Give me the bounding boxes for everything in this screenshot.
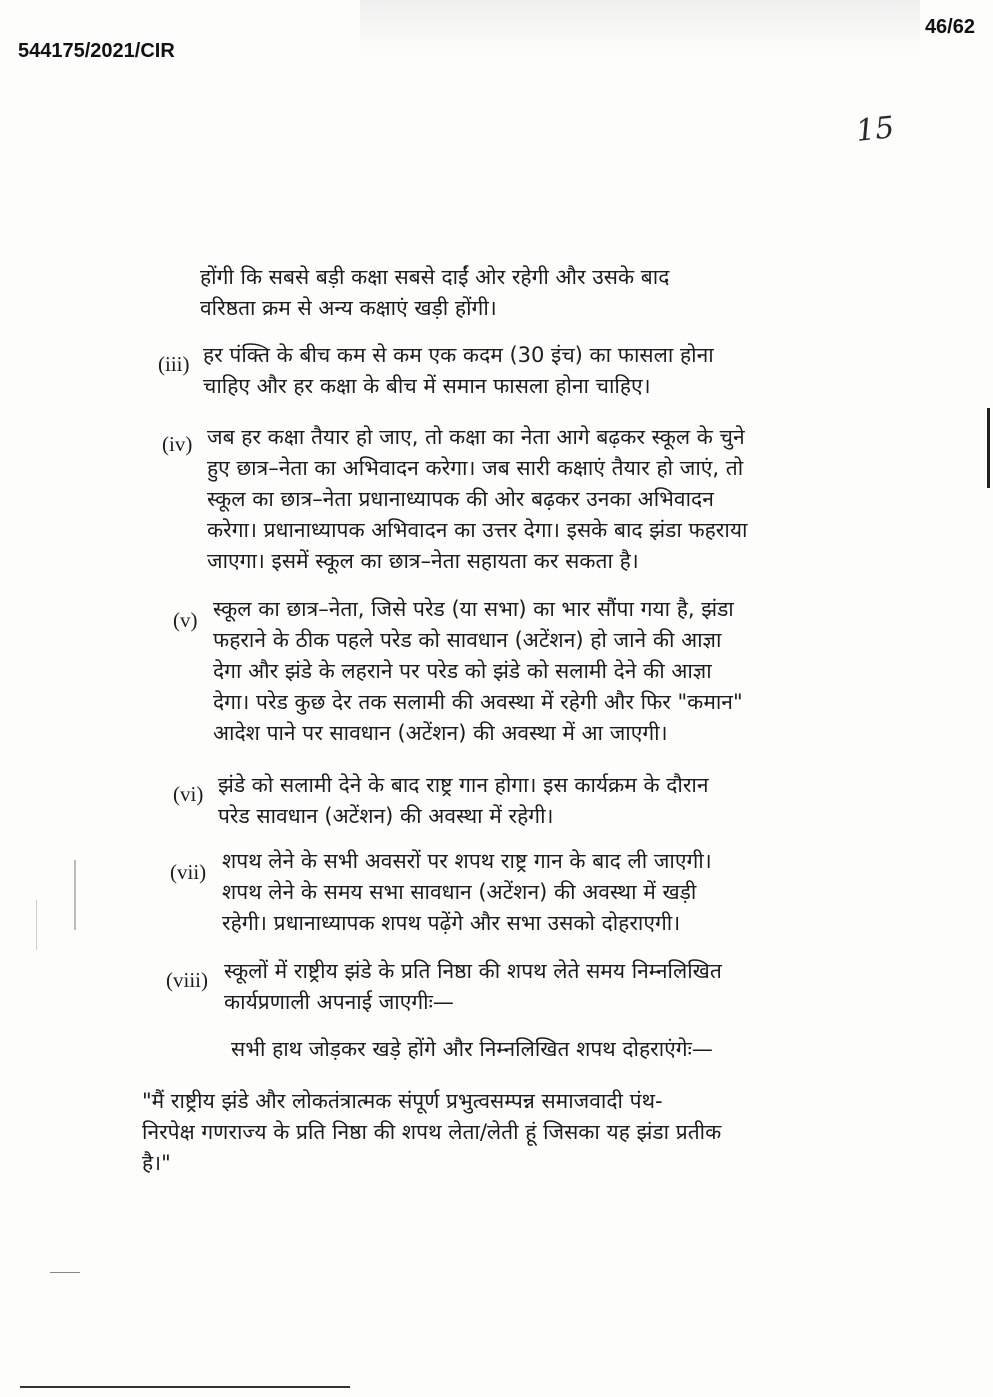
item-label: (iii) [158, 352, 190, 376]
item-label: (vi) [173, 782, 204, 806]
item-line: स्कूल का छात्र–नेता, जिसे परेड (या सभा) का भार सौंपा गया है, झंडा [213, 597, 734, 621]
item-line: हर पंक्ति के बीच कम से कम एक कदम (30 इंच) का फासला होना [203, 343, 714, 367]
scan-margin-mark [74, 860, 76, 930]
item-label: (vii) [170, 860, 207, 884]
intro-line: होंगी कि सबसे बड़ी कक्षा सबसे दाईं ओर रहेगी और उसके बाद [200, 265, 670, 289]
item-line: स्कूलों में राष्ट्रीय झंडे के प्रति निष्ठा की शपथ लेते समय निम्नलिखित [224, 959, 722, 983]
pledge-instruction [231, 1034, 713, 1065]
item-vi-text [218, 770, 709, 832]
item-label: (iv) [162, 432, 193, 456]
scan-margin-mark [36, 900, 37, 950]
pledge-line: "मैं राष्ट्रीय झंडे और लोकतंत्रात्मक संपूर्ण प्रभुत्वसम्पन्न समाजवादी पंथ- [142, 1089, 663, 1113]
scan-dash-mark [50, 1272, 80, 1273]
scan-smudge [360, 0, 920, 56]
item-line: जाएगा। इसमें स्कूल का छात्र–नेता सहायता कर सकता है। [207, 549, 639, 573]
pledge-line: निरपेक्ष गणराज्य के प्रति निष्ठा की शपथ लेता/लेती हूं जिसका यह झंडा प्रतीक [142, 1120, 722, 1144]
item-v-text [213, 594, 743, 749]
item-line: फहराने के ठीक पहले परेड को सावधान (अटेंशन) हो जाने की आज्ञा [213, 628, 722, 652]
item-line: शपथ लेने के सभी अवसरों पर शपथ राष्ट्र गान के बाद ली जाएगी। [222, 849, 712, 873]
instruction-line: सभी हाथ जोड़कर खड़े होंगे और निम्नलिखित शपथ दोहराएंगेः— [231, 1037, 713, 1061]
reference-number: 544175/2021/CIR [18, 40, 175, 62]
item-line: शपथ लेने के समय सभा सावधान (अटेंशन) की अवस्था में खड़ी [222, 880, 697, 904]
item-line: हुए छात्र–नेता का अभिवादन करेगा। जब सारी कक्षाएं तैयार हो जाएं, तो [207, 456, 744, 480]
item-viii-text [224, 956, 722, 1018]
intro-paragraph [200, 262, 669, 324]
item-line: स्कूल का छात्र–नेता प्रधानाध्यापक की ओर बढ़कर उनका अभिवादन [207, 487, 714, 511]
item-line: आदेश पाने पर सावधान (अटेंशन) की अवस्था में आ जाएगी। [213, 721, 668, 745]
item-label: (v) [173, 608, 198, 632]
scan-edge-mark [987, 408, 990, 488]
page-number: 46/62 [924, 16, 975, 38]
item-line: देगा। परेड कुछ देर तक सलामी की अवस्था में रहेगी और फिर "कमान" [213, 690, 743, 714]
item-label: (viii) [166, 968, 208, 992]
handwritten-page-mark: 15 [854, 110, 896, 149]
item-line: रहेगी। प्रधानाध्यापक शपथ पढ़ेंगे और सभा उसको दोहराएगी। [222, 911, 681, 935]
item-vii-text [222, 846, 712, 939]
item-line: जब हर कक्षा तैयार हो जाए, तो कक्षा का नेता आगे बढ़कर स्कूल के चुने [207, 425, 745, 449]
intro-line: वरिष्ठता क्रम से अन्य कक्षाएं खड़ी होंगी। [200, 296, 497, 320]
footer-rule [20, 1386, 350, 1388]
item-iii-text [203, 340, 714, 402]
item-line: झंडे को सलामी देने के बाद राष्ट्र गान होगा। इस कार्यक्रम के दौरान [218, 773, 709, 797]
item-line: कार्यप्रणाली अपनाई जाएगीः— [224, 990, 454, 1014]
pledge-line: है।" [142, 1151, 171, 1175]
item-line: परेड सावधान (अटेंशन) की अवस्था में रहेगी। [218, 804, 554, 828]
item-iv-text [207, 422, 747, 577]
item-line: देगा और झंडे के लहराने पर परेड को झंडे को सलामी देने की आज्ञा [213, 659, 712, 683]
item-line: चाहिए और हर कक्षा के बीच में समान फासला होना चाहिए। [203, 374, 651, 398]
pledge-text [142, 1086, 721, 1179]
item-line: करेगा। प्रधानाध्यापक अभिवादन का उत्तर देगा। इसके बाद झंडा फहराया [207, 518, 748, 542]
